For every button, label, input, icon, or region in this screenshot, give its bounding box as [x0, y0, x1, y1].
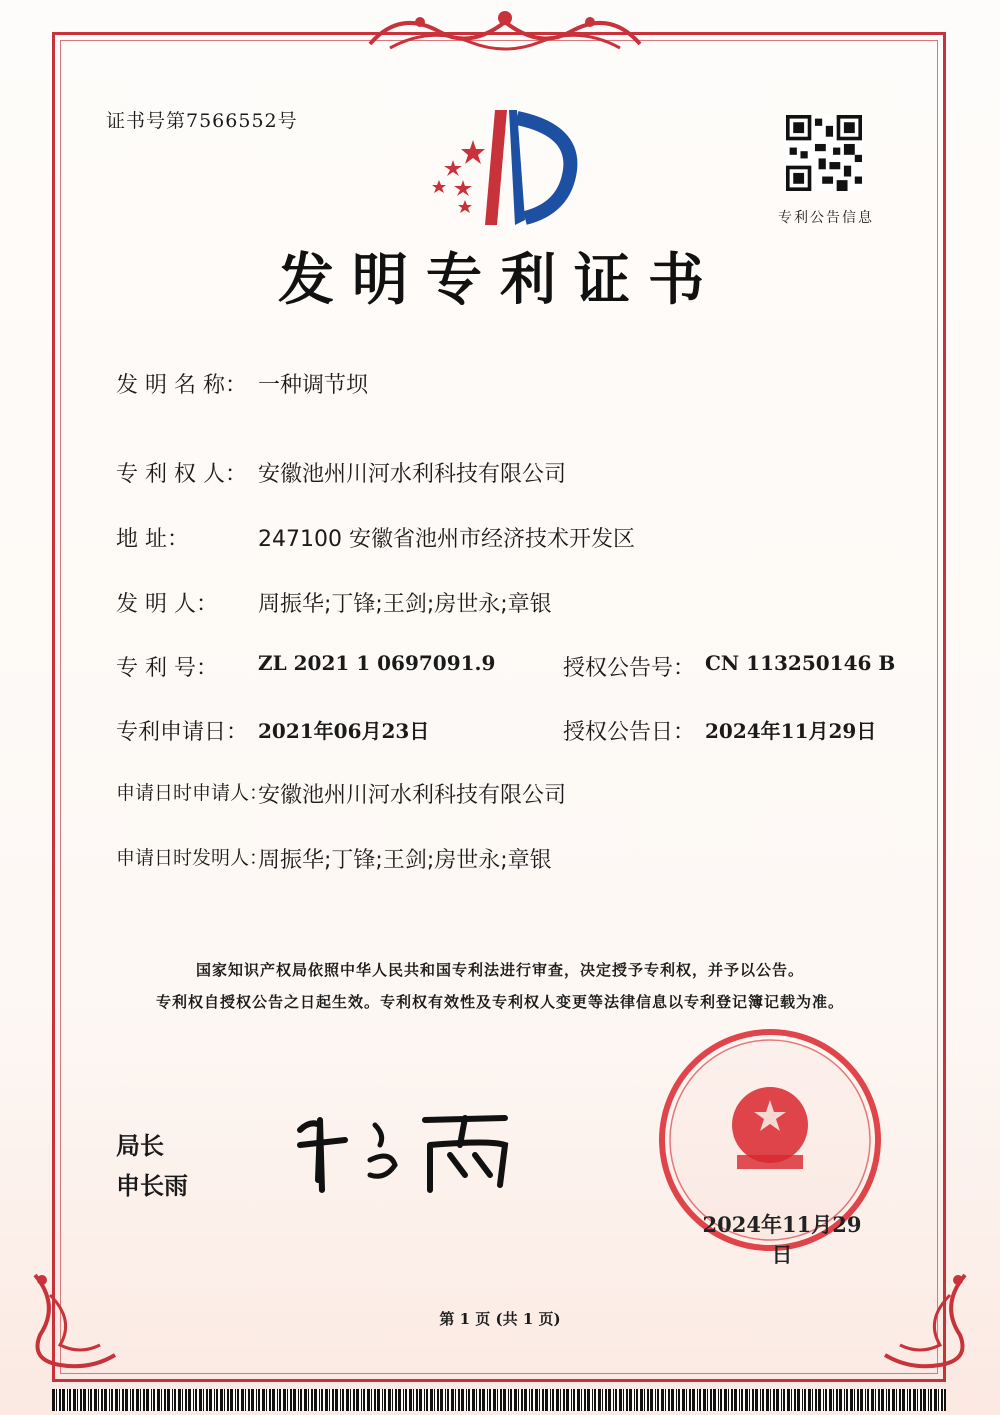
- field-grant-publication-number: [563, 651, 896, 682]
- qr-code-icon: [786, 115, 862, 191]
- director-title: 局长: [116, 1132, 164, 1160]
- barcode-icon: [52, 1389, 946, 1411]
- field-value: ZL 2021 1 0697091.9: [258, 651, 496, 675]
- field-application-date: [116, 715, 430, 746]
- notice-line-1: 国家知识产权局依照中华人民共和国专利法进行审查，决定授予专利权，并予以公告。: [195, 961, 804, 979]
- seal-date: 2024年11月29日: [702, 1212, 862, 1267]
- field-value: 安徽池州川河水利科技有限公司: [258, 462, 567, 487]
- director-signature-icon: [290, 1090, 530, 1200]
- field-value: 周振华;丁锋;王剑;房世永;章银: [258, 848, 552, 873]
- field-label: 发 明 人：: [116, 592, 218, 617]
- field-value: 2024年11月29日: [705, 719, 877, 743]
- field-patentee: [116, 457, 567, 488]
- director-name: 申长雨: [116, 1172, 188, 1200]
- field-patent-number: [116, 651, 496, 682]
- cnipa-logo-icon: [425, 100, 590, 235]
- notice-line-2: 专利权自授权公告之日起生效。专利权有效性及专利权人变更等法律信息以专利登记簿记载为准。: [155, 993, 844, 1011]
- field-value: 247100 安徽省池州市经济技术开发区: [258, 527, 635, 552]
- field-label: 申请日时发明人：: [116, 847, 269, 869]
- field-inventor: [116, 587, 552, 618]
- field-inventor-at-filing: [116, 843, 552, 873]
- field-applicant-at-filing: [116, 778, 567, 808]
- field-label: 授权公告日：: [563, 720, 696, 745]
- qr-label: 专利公告信息: [778, 210, 874, 226]
- field-value: CN 113250146 B: [705, 651, 896, 675]
- field-invention-name: [116, 368, 369, 399]
- field-label: 授权公告号：: [563, 656, 696, 681]
- field-label: 发 明 名 称：: [116, 373, 247, 398]
- field-grant-publication-date: [563, 715, 877, 746]
- field-value: 2021年06月23日: [258, 719, 430, 743]
- field-label: 专 利 号：: [116, 656, 218, 681]
- field-label: 专 利 权 人：: [116, 462, 247, 487]
- field-label: 地 址：: [116, 527, 189, 552]
- field-address: [116, 522, 635, 553]
- field-label: 专利申请日：: [116, 720, 249, 745]
- top-ornament-icon: [360, 4, 650, 56]
- page-number: 第 1 页 (共 1 页): [439, 1310, 561, 1328]
- certificate-title: 发明专利证书: [278, 248, 722, 313]
- field-value: 安徽池州川河水利科技有限公司: [258, 783, 567, 808]
- certificate-number: 证书号第7566552号: [106, 110, 298, 132]
- field-value: 一种调节坝: [258, 373, 369, 398]
- field-value: 周振华;丁锋;王剑;房世永;章银: [258, 592, 552, 617]
- field-label: 申请日时申请人：: [116, 782, 269, 804]
